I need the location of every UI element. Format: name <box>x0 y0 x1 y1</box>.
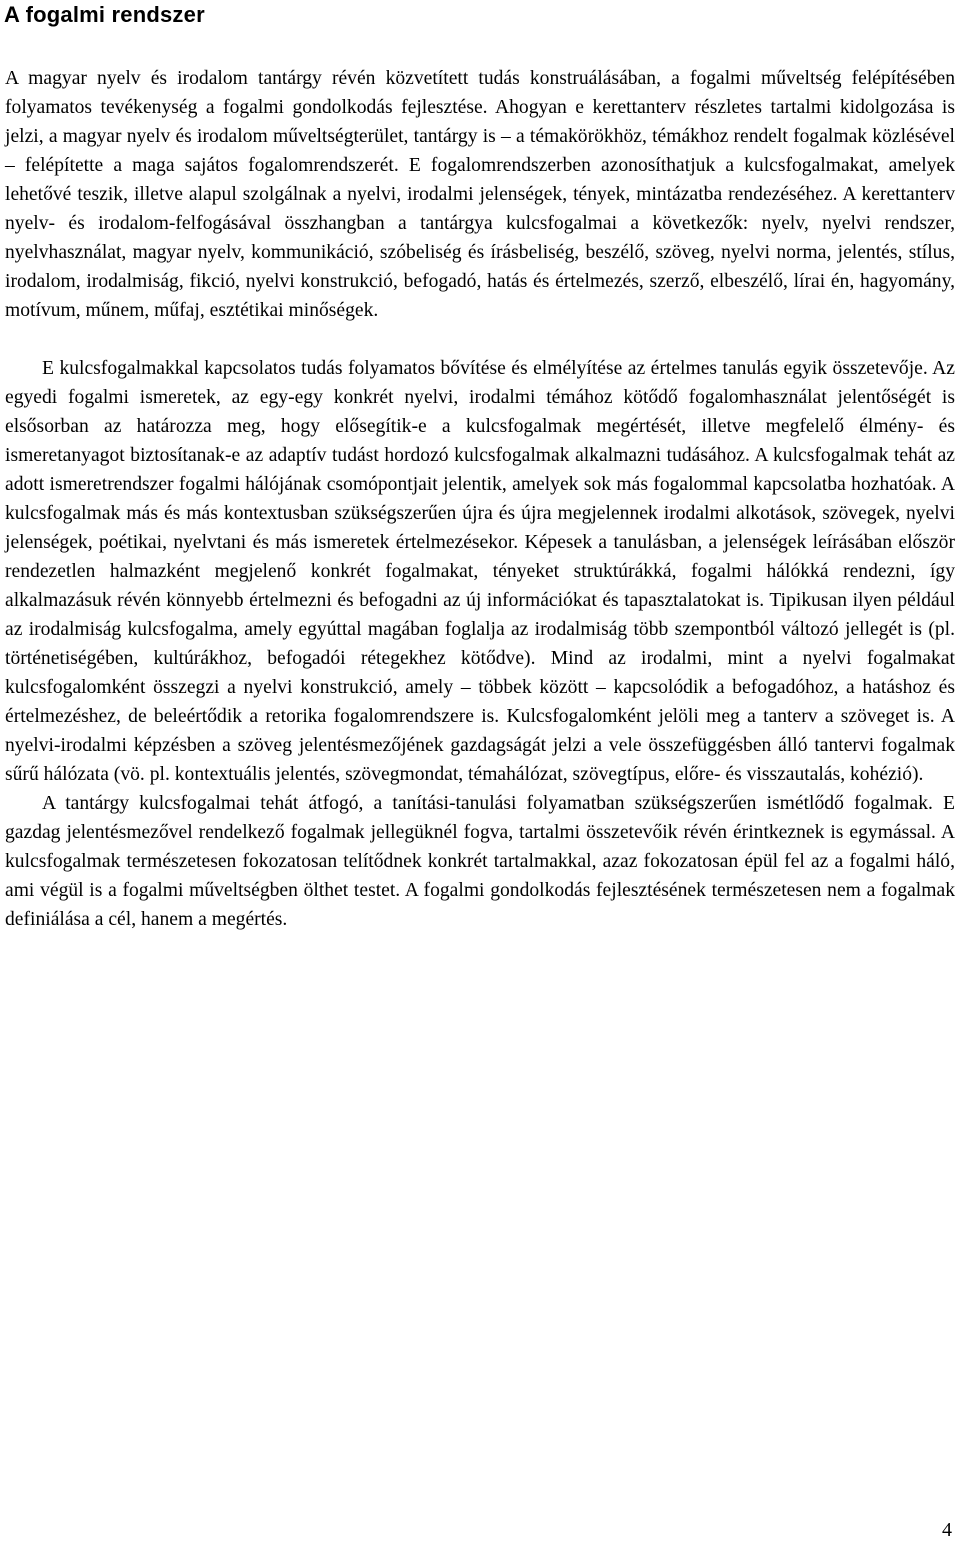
paragraph-tantargy-kulcsfogalmai: A tantárgy kulcsfogalmai tehát átfogó, a tanítási-tanulási folyamatban szükségszerűen ismétlődő fogalmak. E gazdag jelentésmezővel rendelkező fogalmak jellegüknél fogva, tartalmi összetevőik révén érintkeznek is egymással. A kulcsfogalmak természetesen fokozatosan telítődnek konkrét tartalmakkal, azaz fokozatosan épül fel az a fogalmi háló, ami végül is a fogalmi műveltségben ölthet testet. A fogalmi gondolkodás fejlesztésének természetesen nem a fogalmak definiálása a cél, hanem a megértés. <box>5 793 955 930</box>
section-heading: A fogalmi rendszer <box>4 2 205 27</box>
page-number: 4 <box>942 1519 952 1541</box>
paragraph-kulcsfogalmak: E kulcsfogalmakkal kapcsolatos tudás folyamatos bővítése és elmélyítése az értelmes tanulás egyik összetevője. Az egyedi fogalmi ismeretek, az egy-egy konkrét nyelvi, irodalmi témához kötődő fogalomhasználat jelentőségét is elsősorban az határozza meg, hogy elősegítik-e a kulcsfogalmak megértését, illetve megfelelő élmény- és ismeretanyagot biztosítanak-e az adaptív tudást hordozó kulcsfogalmak alkalmazni tudásához. A kulcsfogalmak tehát az adott ismeretrendszer fogalmi hálójának csomópontjait jelentik, amelyek sok más fogalommal kapcsolatba hozhatóak. A kulcsfogalmak más és más kontextusban szükségszerűen újra és újra megjelennek irodalmi alkotások, szövegek, nyelvi jelenségek, poétikai, nyelvtani és más ismeretek értelmezésekor. Képesek a tanulásban, a jelenségek leírásában először rendezetlen halmazként megjelenő konkrét fogalmakat, tényeket struktúrákká, fogalmi hálókká rendezni, így alkalmazásuk révén könnyebb értelmezni és befogadni az új információkat és tapasztalatokat is. Tipikusan ilyen például az irodalmiság kulcsfogalma, amely egyúttal magában foglalja az irodalmiság több szempontból változó jellegét is (pl. történetiségében, kultúrákhoz, befogadói rétegekhez kötődve). Mind az irodalmi, mint a nyelvi fogalmakat kulcsfogalomként összegzi a nyelvi konstrukció, amely – többek között – kapcsolódik a befogadóhoz, a hatáshoz és értelmezéshez, de beleértődik a retorika fogalomrendszere is. Kulcsfogalomként jelöli meg a tanterv a szöveget is. A nyelvi-irodalmi képzésben a szöveg jelentésmezőjének gazdagságát jelzi a vele összefüggésben álló tantervi fogalmak sűrű hálózata (vö. pl. kontextuális jelentés, szövegmondat, témahálózat, szövegtípus, előre- és visszautalás, kohézió). <box>5 358 955 785</box>
paragraph-fogalmi-gondolkodas: A magyar nyelv és irodalom tantárgy révén közvetített tudás konstruálásában, a fogalmi műveltség felépítésében folyamatos tevékenység a fogalmi gondolkodás fejlesztése. Ahogyan e kerettanterv részletes tartalmi kidolgozása is jelzi, a magyar nyelv és irodalom műveltségterület, tantárgy is – a témakörökhöz, témákhoz rendelt fogalmak közlésével – felépítette a maga sajátos fogalomrendszerét. E fogalomrendszerben azonosíthatjuk a kulcsfogalmakat, amelyek lehetővé teszik, illetve alapul szolgálnak a nyelvi, irodalmi jelenségek, tények, mintázatba rendezéséhez. A kerettanterv nyelv- és irodalom-felfogásával összhangban a tantárgya kulcsfogalmai a következők: nyelv, nyelvi rendszer, nyelvhasználat, magyar nyelv, kommunikáció, szóbeliség és írásbeliség, beszélő, szöveg, nyelvi norma, jelentés, stílus, irodalom, irodalmiság, fikció, nyelvi konstrukció, befogadó, hatás és értelmezés, szerző, elbeszélő, lírai én, hagyomány, motívum, műnem, műfaj, esztétikai minőségek. <box>5 68 955 321</box>
document-body <box>5 64 955 934</box>
